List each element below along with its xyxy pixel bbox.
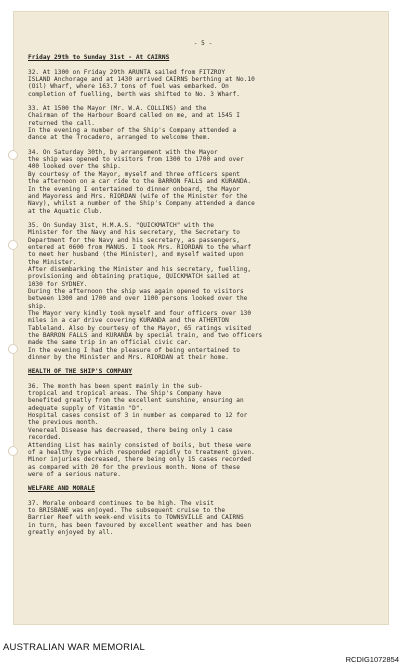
text-line: at the Aquatic Club. xyxy=(28,207,103,215)
text-line: adequate supply of Vitamin "D". xyxy=(28,404,144,412)
text-line: returned the call. xyxy=(28,119,95,127)
text-line: 37. Morale onboard continues to be high. The visit xyxy=(28,499,214,507)
text-line: and Mayoress and Mrs. RIORDAN (wife of the Minister for the xyxy=(28,192,248,200)
page-number: - 5 - xyxy=(193,40,213,47)
text-line: 34. On Saturday 30th, by arrangement with the Mayor xyxy=(28,148,218,156)
text-line: 32. At 1300 on Friday 29th ARUNTA sailed from FITZROY xyxy=(28,68,226,76)
text-line: the BARRON FALLS and KURANDA by special train, and two officers xyxy=(28,332,263,340)
paragraph xyxy=(28,383,378,478)
text-line: 1030 for SYDNEY. xyxy=(28,280,88,288)
text-line: between 1300 and 1700 and over 1100 persons looked over the xyxy=(28,295,248,303)
text-line: The Mayor very kindly took myself and four officers over 130 xyxy=(28,310,252,317)
text-line: the ship was opened to visitors from 1300 to 1700 and over xyxy=(28,156,244,164)
text-line: benefited greatly from the excellent sunshine, ensuring an xyxy=(28,397,244,405)
section-heading: WELFARE AND MORALE xyxy=(28,485,95,493)
text-line: Venereal Disease has decreased, there being only 1 case xyxy=(28,426,233,434)
text-line: the previous month. xyxy=(28,419,99,427)
text-line: the Minister. xyxy=(28,258,77,266)
text-line: greatly enjoyed by all. xyxy=(28,528,114,536)
paragraph xyxy=(28,149,378,215)
text-line: the afternoon on a car ride to the BARRON FALLS and KURANDA. xyxy=(28,178,252,186)
text-line: dance at the Trocadero, arranged to welcome them. xyxy=(28,134,211,142)
text-line: in turn, has been favoured by excellent weather and has been xyxy=(28,521,252,529)
paragraph xyxy=(28,105,378,142)
text-line: (Oil) Wharf, where 163.7 tons of fuel was embarked. On xyxy=(28,83,229,91)
text-line: to BRISBANE was enjoyed. The subsequent cruise to the xyxy=(28,506,226,514)
text-line: 400 looked over the ship. xyxy=(28,163,121,171)
text-line: Chairman of the Harbour Board called on me, and at 1545 I xyxy=(28,112,240,120)
text-line: Attending List has mainly consisted of boils, but these were xyxy=(28,441,252,449)
report-sections xyxy=(28,54,378,536)
paragraph xyxy=(28,500,378,537)
text-line: Minister for the Navy and his secretary, the Secretary to xyxy=(28,229,240,237)
text-line: entered at 0600 from MANUS. I took Mrs. RIORDAN to the wharf xyxy=(28,243,252,251)
paragraph xyxy=(28,222,378,362)
punch-hole xyxy=(8,240,18,250)
text-line: miles in a car drive covering KURANDA and the ATHERTON xyxy=(28,317,229,325)
text-line: ISLAND Anchorage and at 1430 arrived CAIRNS berthing at No.10 xyxy=(28,76,255,84)
text-line: ship. xyxy=(28,302,47,310)
archive-reference: RCDIG1072854 xyxy=(345,655,399,664)
punch-hole xyxy=(8,150,18,160)
text-line: 33. At 1500 the Mayor (Mr. W.A. COLLINS) and the xyxy=(28,105,207,113)
punch-hole xyxy=(8,344,18,354)
text-line: dinner by the Minister and Mrs. RIORDAN at their home. xyxy=(28,354,229,362)
text-line: After disembarking the Minister and his secretary, fuelling, xyxy=(28,265,252,273)
paragraph xyxy=(28,69,378,98)
text-line: were of a serious nature. xyxy=(28,470,121,478)
punch-hole xyxy=(8,446,18,456)
text-line: In the evening I entertained to dinner onboard, the Mayor xyxy=(28,185,240,193)
text-line: Barrier Reef with week-end visits to TOWNSVILLE and CAIRNS xyxy=(28,514,244,522)
document-body xyxy=(28,40,378,543)
text-line: provisioning and obtaining pratique, QUICKMATCH sailed at xyxy=(28,273,240,281)
text-line: recorded. xyxy=(28,434,62,442)
text-line: During the afternoon the ship was again opened to visitors xyxy=(28,287,244,295)
text-line: Tableland. Also by courtesy of the Mayor, 65 ratings visited xyxy=(28,324,252,332)
archive-source: AUSTRALIAN WAR MEMORIAL xyxy=(3,642,146,653)
text-line: 35. On Sunday 31st, H.M.A.S. "QUICKMATCH" with the xyxy=(28,221,214,229)
text-line: In the evening a number of the Ship's Company attended a xyxy=(28,127,237,135)
text-line: as compared with 20 for the previous month. None of these xyxy=(28,463,240,471)
text-line: of a healthy type which responded rapidly to treatment given. xyxy=(28,448,255,456)
text-line: In the evening I had the pleasure of being entertained to xyxy=(28,346,240,354)
text-line: By courtesy of the Mayor, myself and three officers spent xyxy=(28,170,240,178)
text-line: 36. The month has been spent mainly in the sub- xyxy=(28,382,203,390)
text-line: Hospital cases consist of 3 in number as compared to 12 for xyxy=(28,412,248,420)
text-line: Department for the Navy and his secretary, as passengers, xyxy=(28,236,240,244)
text-line: to meet her husband (the Minister), and myself waited upon xyxy=(28,251,244,259)
text-line: Navy), whilst a number of the Ship's Company attended a dance xyxy=(28,200,255,208)
text-line: tropical and tropical areas. The Ship's Company have xyxy=(28,390,222,398)
text-line: Minor injuries decreased, there being only 15 cases recorded xyxy=(28,456,252,464)
section-heading: Friday 29th to Sunday 31st - At CAIRNS xyxy=(28,54,170,62)
section-heading: HEALTH OF THE SHIP'S COMPANY xyxy=(28,368,133,376)
text-line: completion of fuelling, berth was shifted to No. 3 Wharf. xyxy=(28,90,240,98)
text-line: made the same trip in an official civic car. xyxy=(28,339,192,347)
document-page xyxy=(14,12,388,624)
